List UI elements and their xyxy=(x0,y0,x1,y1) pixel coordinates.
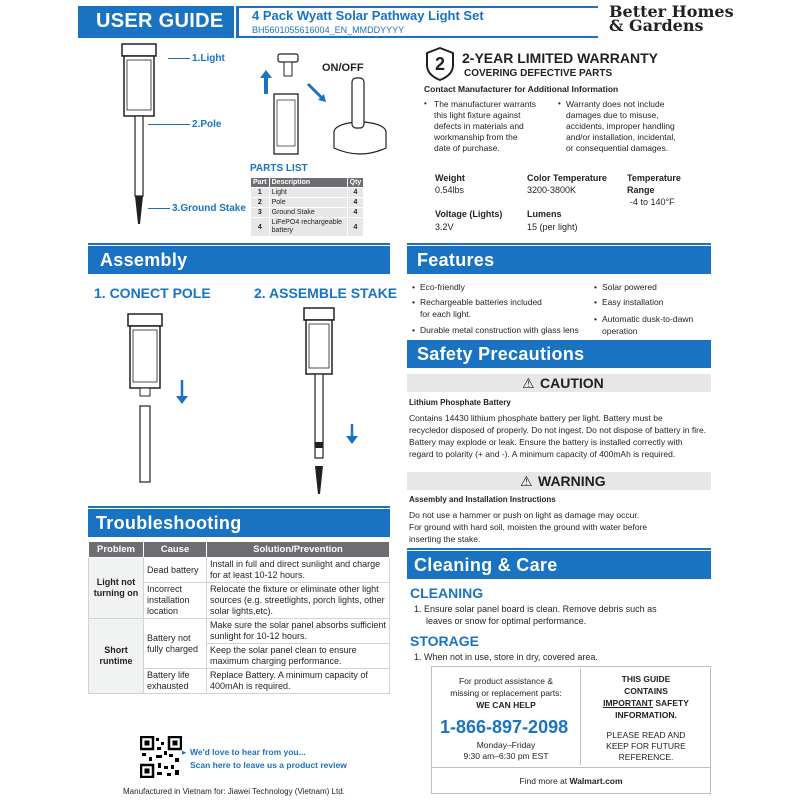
assembly-title: Assembly xyxy=(100,250,188,270)
safety-title: Safety Precautions xyxy=(417,344,585,364)
ts-solution: Replace Battery. A minimum capacity of 400mAh is required. xyxy=(207,669,390,694)
part-description: Ground Stake xyxy=(269,208,347,218)
table-row xyxy=(251,218,364,237)
feature-item: Rechargeable batteries included xyxy=(420,297,542,307)
warning-triangle-icon: ⚠ xyxy=(522,375,535,391)
spec-temp-label-2: Range xyxy=(627,185,655,195)
troubleshooting-table xyxy=(88,541,390,694)
spec-voltage-value: 3.2V xyxy=(435,222,454,232)
leader-line xyxy=(148,208,170,209)
part-qty: 4 xyxy=(347,198,364,208)
table-row xyxy=(251,208,364,218)
warranty-subtitle: COVERING DEFECTIVE PARTS xyxy=(464,68,613,79)
read-notice: KEEP FOR FUTURE xyxy=(606,741,686,751)
guide-safety: SAFETY xyxy=(653,698,689,708)
ts-problem: Light not turning on xyxy=(89,558,144,619)
leader-line xyxy=(148,124,190,125)
help-phone-number[interactable]: 1-866-897-2098 xyxy=(440,717,569,737)
part-number: 3 xyxy=(251,208,270,218)
bullet-icon: • xyxy=(424,99,427,108)
read-notice: REFERENCE. xyxy=(618,752,674,762)
spec-voltage-label: Voltage (Lights) xyxy=(435,209,503,219)
warranty-right-line: accidents, improper handling xyxy=(566,121,675,131)
caution-text-line: Battery may explode or leak. Ensure the battery is installed correctly with xyxy=(409,437,683,447)
bullet-icon: • xyxy=(594,282,597,292)
onoff-label: ON/OFF xyxy=(322,62,364,74)
ts-cause: Battery life exhausted xyxy=(144,669,207,694)
ts-cause: Battery not fully charged xyxy=(144,619,207,669)
spec-color-value: 3200-3800K xyxy=(527,185,577,195)
warranty-left-line: The manufacturer warrants xyxy=(434,99,537,109)
product-name: 4 Pack Wyatt Solar Pathway Light Set xyxy=(252,8,484,23)
warranty-right-line: and/or installation, incidental, xyxy=(566,132,676,142)
warranty-right-line: Warranty does not include xyxy=(566,99,665,109)
help-line: missing or replacement parts: xyxy=(450,688,562,698)
part-description: LiFePO4 rechargeable battery xyxy=(269,218,347,237)
storage-text: 1. When not in use, store in dry, covered area. xyxy=(414,652,598,662)
warning-subheading: Assembly and Installation Instructions xyxy=(409,495,556,504)
parts-list-table xyxy=(250,177,364,237)
caution-heading: CAUTION xyxy=(540,375,604,391)
callout-ground-stake: 3.Ground Stake xyxy=(172,203,246,214)
part-qty: 4 xyxy=(347,188,364,198)
section-divider xyxy=(88,506,390,508)
warranty-title: 2-YEAR LIMITED WARRANTY xyxy=(462,50,658,66)
warranty-right-line: or consequential damages. xyxy=(566,143,669,153)
spec-weight-value: 0.54lbs xyxy=(435,185,465,195)
feature-item: Automatic dusk-to-dawn xyxy=(602,314,694,324)
help-hours: Monday–Friday xyxy=(476,740,536,750)
parts-header-description: Description xyxy=(269,178,347,188)
cleaning-title: Cleaning & Care xyxy=(414,555,558,575)
qr-message: Scan here to leave us a product review xyxy=(190,760,347,770)
guide-notice: CONTAINS xyxy=(624,686,668,696)
assemble-stake-illustration-icon xyxy=(290,300,370,500)
feature-item: for each light. xyxy=(420,309,472,319)
brand-logo-line2: & Gardens xyxy=(609,16,704,35)
part-description: Pole xyxy=(269,198,347,208)
table-row xyxy=(251,198,364,208)
callout-light: 1.Light xyxy=(192,53,225,64)
step-assemble-stake: 2. ASSEMBLE STAKE xyxy=(254,285,398,301)
document-code: BH5601055616004_EN_MMDDYYYY xyxy=(252,25,405,35)
feature-item: operation xyxy=(602,326,638,336)
warranty-left-line: workmanship from the xyxy=(434,132,518,142)
warning-heading: WARNING xyxy=(538,473,606,489)
parts-header-part: Part xyxy=(251,178,270,188)
caution-text-line: recycledor disposed of properly. Do not ingest. Do not dispose of battery in fire. xyxy=(409,425,707,435)
bullet-icon: • xyxy=(412,297,415,307)
spec-weight-label: Weight xyxy=(435,173,465,183)
section-divider xyxy=(407,548,711,550)
warranty-badge-number: 2 xyxy=(435,54,446,74)
guide-notice: THIS GUIDE xyxy=(621,674,671,684)
table-row xyxy=(89,558,390,583)
spec-lumens-label: Lumens xyxy=(527,209,562,219)
warranty-left-line: this light fixture against xyxy=(434,110,521,120)
warranty-right-line: damages due to misuse, xyxy=(566,110,659,120)
bullet-icon: • xyxy=(412,282,415,292)
ts-header-problem: Problem xyxy=(89,542,144,558)
ts-solution: Keep the solar panel clean to ensure maximum charging performance. xyxy=(207,644,390,669)
part-number: 2 xyxy=(251,198,270,208)
help-box-divider xyxy=(431,767,711,768)
part-number: 1 xyxy=(251,188,270,198)
help-box-divider xyxy=(580,669,581,765)
brand-logo-line1: Better Homes xyxy=(609,2,734,21)
part-number: 4 xyxy=(251,218,270,237)
bullet-icon: • xyxy=(594,297,597,307)
manufacturer-footer: Manufactured in Vietnam for: Jiawei Technology (Vietnam) Ltd. xyxy=(123,787,345,796)
feature-item: Solar powered xyxy=(602,282,657,292)
read-notice: PLEASE READ AND xyxy=(606,730,686,740)
spec-temp-value: -4 to 140°F xyxy=(630,197,675,207)
help-line: For product assistance & xyxy=(458,676,553,686)
section-divider xyxy=(407,243,711,245)
warning-triangle-icon: ⚠ xyxy=(520,473,533,489)
cleaning-heading: CLEANING xyxy=(410,585,484,601)
warning-text-line: inserting the stake. xyxy=(409,534,481,544)
ts-cause: Incorrect installation location xyxy=(144,583,207,619)
help-hours: 9:30 am–6:30 pm EST xyxy=(463,751,549,761)
connect-pole-illustration-icon xyxy=(118,310,198,490)
caution-subheading: Lithium Phosphate Battery xyxy=(409,398,511,407)
storage-heading: STORAGE xyxy=(410,633,479,649)
callout-pole: 2.Pole xyxy=(192,119,222,130)
warranty-left-line: date of purchase. xyxy=(434,143,500,153)
ts-header-cause: Cause xyxy=(144,542,207,558)
help-we-can-help: WE CAN HELP xyxy=(476,700,536,710)
table-row xyxy=(89,619,390,644)
ts-cause: Dead battery xyxy=(144,558,207,583)
step-connect-pole: 1. CONECT POLE xyxy=(94,285,211,301)
features-title: Features xyxy=(417,250,495,270)
find-more-prefix: Find more at xyxy=(519,776,570,786)
ts-header-solution: Solution/Prevention xyxy=(207,542,390,558)
parts-header-qty: Qty xyxy=(347,178,364,188)
section-divider xyxy=(88,243,390,245)
find-more xyxy=(431,776,711,787)
spec-lumens-value: 15 (per light) xyxy=(527,222,578,232)
ts-problem: Short runtime xyxy=(89,619,144,694)
guide-notice xyxy=(584,698,708,709)
troubleshooting-title: Troubleshooting xyxy=(96,513,242,533)
spec-color-label: Color Temperature xyxy=(527,173,607,183)
switch-illustration-icon xyxy=(248,48,388,163)
warning-text-line: Do not use a hammer or push on light as damage may occur. xyxy=(409,510,640,520)
guide-important: IMPORTANT xyxy=(603,698,653,708)
part-qty: 4 xyxy=(347,208,364,218)
warranty-left-line: defects in materials and xyxy=(434,121,524,131)
parts-list-title: PARTS LIST xyxy=(250,163,308,174)
cleaning-text-line: 1. Ensure solar panel board is clean. Remove debris such as xyxy=(414,604,657,614)
feature-item: Easy installation xyxy=(602,297,664,307)
leader-line xyxy=(168,58,190,59)
cleaning-text-line: leaves or snow for optimal performance. xyxy=(426,616,587,626)
qr-arrow-icon: ▸ xyxy=(182,747,187,757)
warning-text-line: For ground with hard soil, moisten the ground with water before xyxy=(409,522,648,532)
warranty-contact: Contact Manufacturer for Additional Information xyxy=(424,84,619,94)
qr-message: We'd love to hear from you... xyxy=(190,747,306,757)
bullet-icon: • xyxy=(412,325,415,335)
bullet-icon: • xyxy=(594,314,597,324)
spec-temp-label: Temperature xyxy=(627,173,681,183)
feature-item: Durable metal construction with glass lens xyxy=(420,325,579,335)
caution-text-line: regard to polarity (+ and -). A minimum capacity of 400mAh is required. xyxy=(409,449,676,459)
walmart-link[interactable]: Walmart.com xyxy=(569,776,623,786)
ts-solution: Relocate the fixture or eliminate other light sources (e.g. streetlights, porch lights, other solar lights,etc). xyxy=(207,583,390,619)
guide-notice: INFORMATION. xyxy=(615,710,677,720)
page-title: USER GUIDE xyxy=(96,10,224,32)
table-row xyxy=(251,188,364,198)
ts-solution: Make sure the solar panel absorbs sufficient sunlight for 10-12 hours. xyxy=(207,619,390,644)
bullet-icon: • xyxy=(558,99,561,108)
caution-text-line: Contains 14430 lithium phosphate battery per light. Battery must be xyxy=(409,413,663,423)
ts-solution: Install in full and direct sunlight and charge for at least 10-12 hours. xyxy=(207,558,390,583)
qr-code-icon[interactable] xyxy=(140,736,182,778)
feature-item: Eco-friendly xyxy=(420,282,465,292)
part-description: Light xyxy=(269,188,347,198)
part-qty: 4 xyxy=(347,218,364,237)
